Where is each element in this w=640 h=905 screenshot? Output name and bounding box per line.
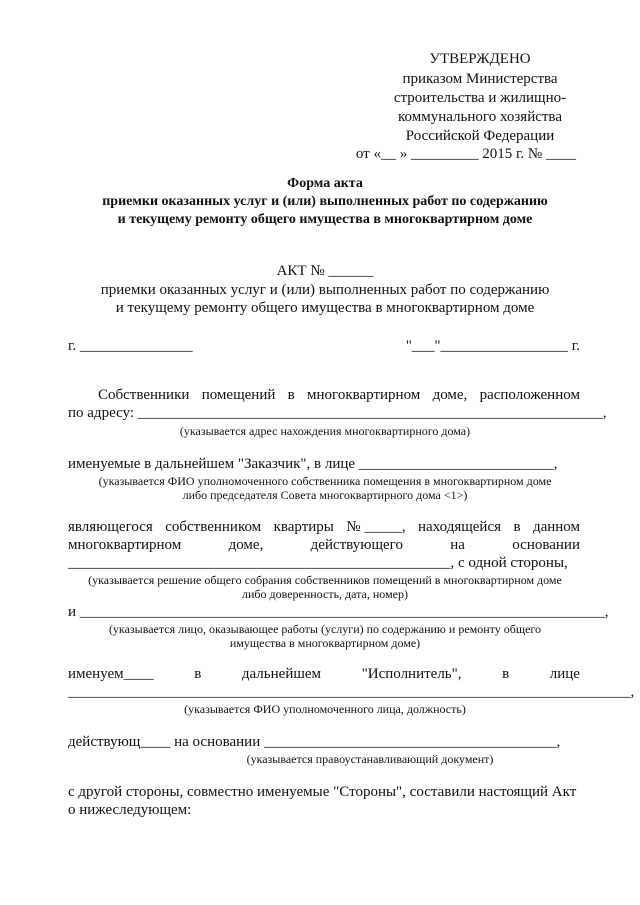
- word: данном: [532, 519, 580, 535]
- word: действующего: [310, 537, 403, 553]
- word: расположенном: [479, 387, 580, 403]
- form-title-line: Форма акта: [287, 176, 363, 191]
- word: находящейся: [418, 519, 502, 535]
- address-field[interactable]: по адресу: ______________________________________________________________,: [68, 405, 607, 421]
- approval-line: строительства и жилищно-: [393, 90, 567, 106]
- approval-title: УТВЕРЖДЕНО: [429, 51, 531, 67]
- word: помещений: [201, 387, 276, 403]
- word: доме,: [432, 387, 468, 403]
- form-title-line: приемки оказанных услуг и (или) выполненных работ по содержанию: [102, 194, 548, 209]
- word: в: [502, 666, 510, 682]
- act-number: АКТ № ______: [276, 263, 374, 279]
- word: Собственники: [98, 387, 190, 403]
- closing-line: о нижеследующем:: [68, 802, 192, 818]
- customer-field[interactable]: именуемые в дальнейшем "Заказчик", в лице __________________________,: [68, 456, 558, 472]
- apartment-number-field[interactable]: № _____,: [346, 519, 406, 535]
- apartment-line: [68, 520, 580, 535]
- act-subtitle: приемки оказанных услуг и (или) выполненных работ по содержанию: [100, 282, 550, 298]
- approval-order-date: от «__ » _________ 2015 г. № ____: [355, 146, 576, 162]
- basis-field[interactable]: ___________________________________________________, с одной стороны,: [68, 555, 568, 571]
- acting-basis-field[interactable]: действующ____ на основании _______________________________________,: [68, 734, 561, 750]
- word: многоквартирном: [307, 387, 421, 403]
- word: в: [194, 666, 202, 682]
- word: дальнейшем: [241, 666, 322, 682]
- basis-line: [68, 538, 580, 553]
- word: в: [287, 387, 295, 403]
- word: многоквартирном: [68, 537, 182, 553]
- word: лице: [549, 666, 580, 682]
- approval-line: коммунального хозяйства: [398, 109, 562, 125]
- contractor-rep-line: [68, 667, 580, 682]
- owners-line: [98, 388, 580, 403]
- word: в: [513, 519, 521, 535]
- customer-hint: (указывается ФИО уполномоченного собственника помещения в многоквартирном доме: [98, 474, 552, 488]
- word: основании: [512, 537, 580, 553]
- date-field[interactable]: "___"_________________ г.: [405, 338, 580, 354]
- word: "Исполнитель",: [361, 666, 462, 682]
- approval-line: Российской Федерации: [405, 128, 555, 144]
- contractor-rep-field[interactable]: ___________________________________________________________________________,: [68, 684, 635, 700]
- word: на: [450, 537, 465, 553]
- contractor-field[interactable]: и ______________________________________________________________________,: [68, 604, 609, 620]
- customer-hint: либо председателя Совета многоквартирного дома <1>): [182, 488, 468, 502]
- contractor-rep-hint: (указывается ФИО уполномоченного лица, должность): [184, 702, 466, 716]
- word: доме,: [228, 537, 264, 553]
- address-hint: (указывается адрес нахождения многоквартирного дома): [179, 424, 471, 438]
- form-title-line: и текущему ремонту общего имущества в многоквартирном доме: [117, 212, 533, 227]
- act-subtitle: и текущему ремонту общего имущества в многоквартирном доме: [115, 300, 535, 316]
- contractor-hint: (указывается лицо, оказывающее работы (услуги) по содержанию и ремонту общего: [108, 622, 542, 636]
- place-field[interactable]: г. _______________: [68, 338, 193, 354]
- approval-line: приказом Министерства: [402, 71, 558, 87]
- word: квартиры: [273, 519, 334, 535]
- acting-basis-hint: (указывается правоустанавливающий документ): [246, 752, 494, 766]
- word: являющегося: [68, 519, 153, 535]
- contractor-hint: имущества в многоквартирном доме): [229, 636, 421, 650]
- basis-hint: либо доверенность, дата, номер): [241, 587, 408, 601]
- basis-hint: (указывается решение общего собрания собственников помещений в многоквартирном доме: [88, 573, 562, 587]
- closing-line: с другой стороны, совместно именуемые "Стороны", составили настоящий Акт: [68, 784, 577, 800]
- word: именуем____: [68, 666, 154, 682]
- word: собственником: [165, 519, 262, 535]
